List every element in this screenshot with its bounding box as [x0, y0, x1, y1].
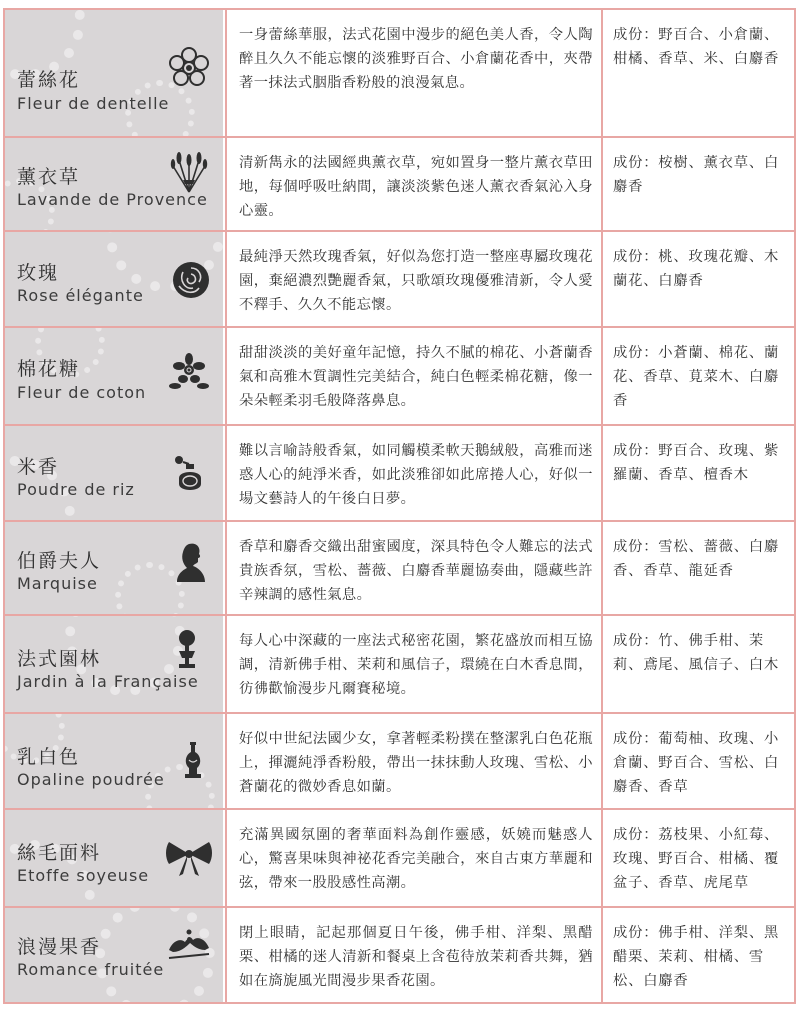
fragrance-ingredients: 成份：佛手柑、洋梨、黑醋栗、茉莉、柑橘、雪松、白麝香: [613, 925, 780, 989]
fragrance-row-romance: [5, 908, 794, 1002]
fragrance-name-fr: Rose élégante: [17, 286, 144, 305]
fragrance-name-fr: Fleur de coton: [17, 383, 147, 402]
fragrance-name-fr: Etoffe soyeuse: [17, 866, 150, 885]
fragrance-description: 每人心中深藏的一座法式秘密花園，繁花盛放而相互協調，清新佛手柑、茉莉和風信子，環繞在白木香息間，彷彿歡愉漫步凡爾賽秘境。: [225, 616, 603, 712]
fragrance-name-zh: 浪漫果香: [17, 936, 102, 958]
fragrance-description: 好似中世紀法國少女，拿著輕柔粉撲在整潔乳白色花瓶上，揮灑純淨香粉般，帶出一抹抹動人玫瑰、雪松、小蒼蘭花的微妙香息如蘭。: [225, 714, 603, 808]
fragrance-name-zh: 絲毛面料: [17, 842, 102, 864]
fragrance-row-marquise: [5, 522, 794, 616]
fragrance-row-lavande: [5, 138, 794, 232]
fragrance-ingredients: 成份：葡萄柚、玫瑰、小倉蘭、野百合、雪松、白麝香、香草: [613, 731, 780, 795]
name-cell: [5, 328, 223, 424]
fragrance-description: 一身蕾絲華服，法式花園中漫步的絕色美人香，令人陶醉且久久不能忘懷的淡雅野百合、小倉蘭花香中，夾帶著一抹法式胭脂香粉般的浪漫氣息。: [225, 10, 603, 136]
fragrance-name-fr: Romance fruitée: [17, 960, 165, 979]
fragrance-name-zh: 玫瑰: [17, 262, 60, 284]
fragrance-name-zh: 薰衣草: [17, 166, 81, 188]
name-cell: [5, 810, 223, 906]
fragrance-row-opaline: [5, 714, 794, 810]
fragrance-name-zh: 法式園林: [17, 648, 102, 670]
name-cell: [5, 426, 223, 520]
opaline-vase-icon: [171, 740, 215, 784]
fragrance-ingredients: 成份：桉樹、薰衣草、白麝香: [613, 155, 780, 195]
perfume-bottle-icon: [169, 452, 213, 496]
fragrance-name-zh: 蕾絲花: [17, 69, 81, 91]
fragrance-row-riz: [5, 426, 794, 522]
rose-icon: [169, 258, 213, 302]
fragrance-ingredients: 成份：野百合、小倉蘭、柑橘、香草、米、白麝香: [613, 27, 780, 67]
garden-urn-icon: [165, 628, 209, 672]
name-cell: [5, 10, 223, 136]
lace-flower-icon: [167, 46, 211, 90]
name-cell: [5, 522, 223, 614]
fragrance-row-coton: [5, 328, 794, 426]
cotton-flower-icon: [167, 350, 211, 394]
fragrance-name-zh: 米香: [17, 456, 60, 478]
fragrance-row-jardin: [5, 616, 794, 714]
fragrance-ingredients: 成份：野百合、玫瑰、紫羅蘭、香草、檀香木: [613, 443, 780, 483]
lavande-bouquet-icon: [167, 150, 211, 194]
bow-icon: [165, 836, 209, 880]
name-cell: [5, 138, 223, 230]
fragrance-description: 香草和麝香交織出甜蜜國度，深具特色令人難忘的法式貴族香氛，雪松、薔薇、白麝香華麗協奏曲，隱藏些許辛辣調的感性氣息。: [225, 522, 603, 614]
fragrance-name-fr: Marquise: [17, 574, 98, 593]
fragrance-ingredients: 成份：竹、佛手柑、茉莉、鳶尾、風信子、白木: [613, 633, 780, 673]
fragrance-ingredients: 成份：荔枝果、小紅莓、玫瑰、野百合、柑橘、覆盆子、香草、虎尾草: [613, 827, 780, 891]
name-cell: [5, 714, 223, 808]
fragrance-table: [3, 8, 796, 1004]
fragrance-name-fr: Jardin à la Française: [17, 672, 199, 691]
name-cell: [5, 908, 223, 1002]
fragrance-description: 難以言喻詩般香氣，如同觸模柔軟天鵝絨般，高雅而迷惑人心的純淨米香，如此淡雅卻如此席捲人心，好似一場文藝詩人的午後白日夢。: [225, 426, 603, 520]
fragrance-name-fr: Poudre de riz: [17, 480, 135, 499]
fragrance-row-rose: [5, 232, 794, 328]
fragrance-ingredients: 成份：雪松、薔薇、白麝香、香草、龍延香: [613, 539, 780, 579]
fragrance-name-zh: 乳白色: [17, 746, 81, 768]
fragrance-name-fr: Opaline poudrée: [17, 770, 165, 789]
fragrance-name-zh: 伯爵夫人: [17, 550, 102, 572]
fragrance-name-zh: 棉花糖: [17, 358, 81, 380]
lady-silhouette-icon: [169, 540, 213, 584]
fragrance-row-dentelle: [5, 10, 794, 138]
fragrance-description: 最純淨天然玫瑰香氣，好似為您打造一整座專屬玫瑰花園，棄絕濃烈艷麗香氣，只歌頌玫瑰優雅清新，令人愛不釋手、久久不能忘懷。: [225, 232, 603, 326]
fragrance-name-fr: Fleur de dentelle: [17, 94, 170, 113]
fragrance-name-fr: Lavande de Provence: [17, 190, 208, 209]
fragrance-description: 充滿異國氛圍的奢華面料為創作靈感，妖嬈而魅惑人心，驚喜果味與神祕花香完美融合，來自古東方華麗和弦，帶來一股股感性高潮。: [225, 810, 603, 906]
name-cell: [5, 616, 223, 712]
fragrance-description: 閉上眼睛，記起那個夏日午後，佛手柑、洋梨、黑醋栗、柑橘的迷人清新和餐桌上含苞待放茉莉香共舞，猶如在旖旎風光間漫步果香花園。: [225, 908, 603, 1002]
fragrance-description: 甜甜淡淡的美好童年記憶，持久不膩的棉花、小蒼蘭香氣和高雅木質調性完美結合，純白色輕柔棉花糖，像一朵朵輕柔羽毛般降落鼻息。: [225, 328, 603, 424]
name-cell: [5, 232, 223, 326]
fragrance-ingredients: 成份：桃、玫瑰花瓣、木蘭花、白麝香: [613, 249, 780, 289]
lovebirds-icon: [165, 924, 209, 968]
fragrance-description: 清新雋永的法國經典薰衣草，宛如置身一整片薰衣草田地，每個呼吸吐納間，讓淡淡紫色迷人薰衣香氣沁入身心靈。: [225, 138, 603, 230]
fragrance-row-etoffe: [5, 810, 794, 908]
fragrance-ingredients: 成份：小蒼蘭、棉花、蘭花、香草、莧菜木、白麝香: [613, 345, 780, 409]
